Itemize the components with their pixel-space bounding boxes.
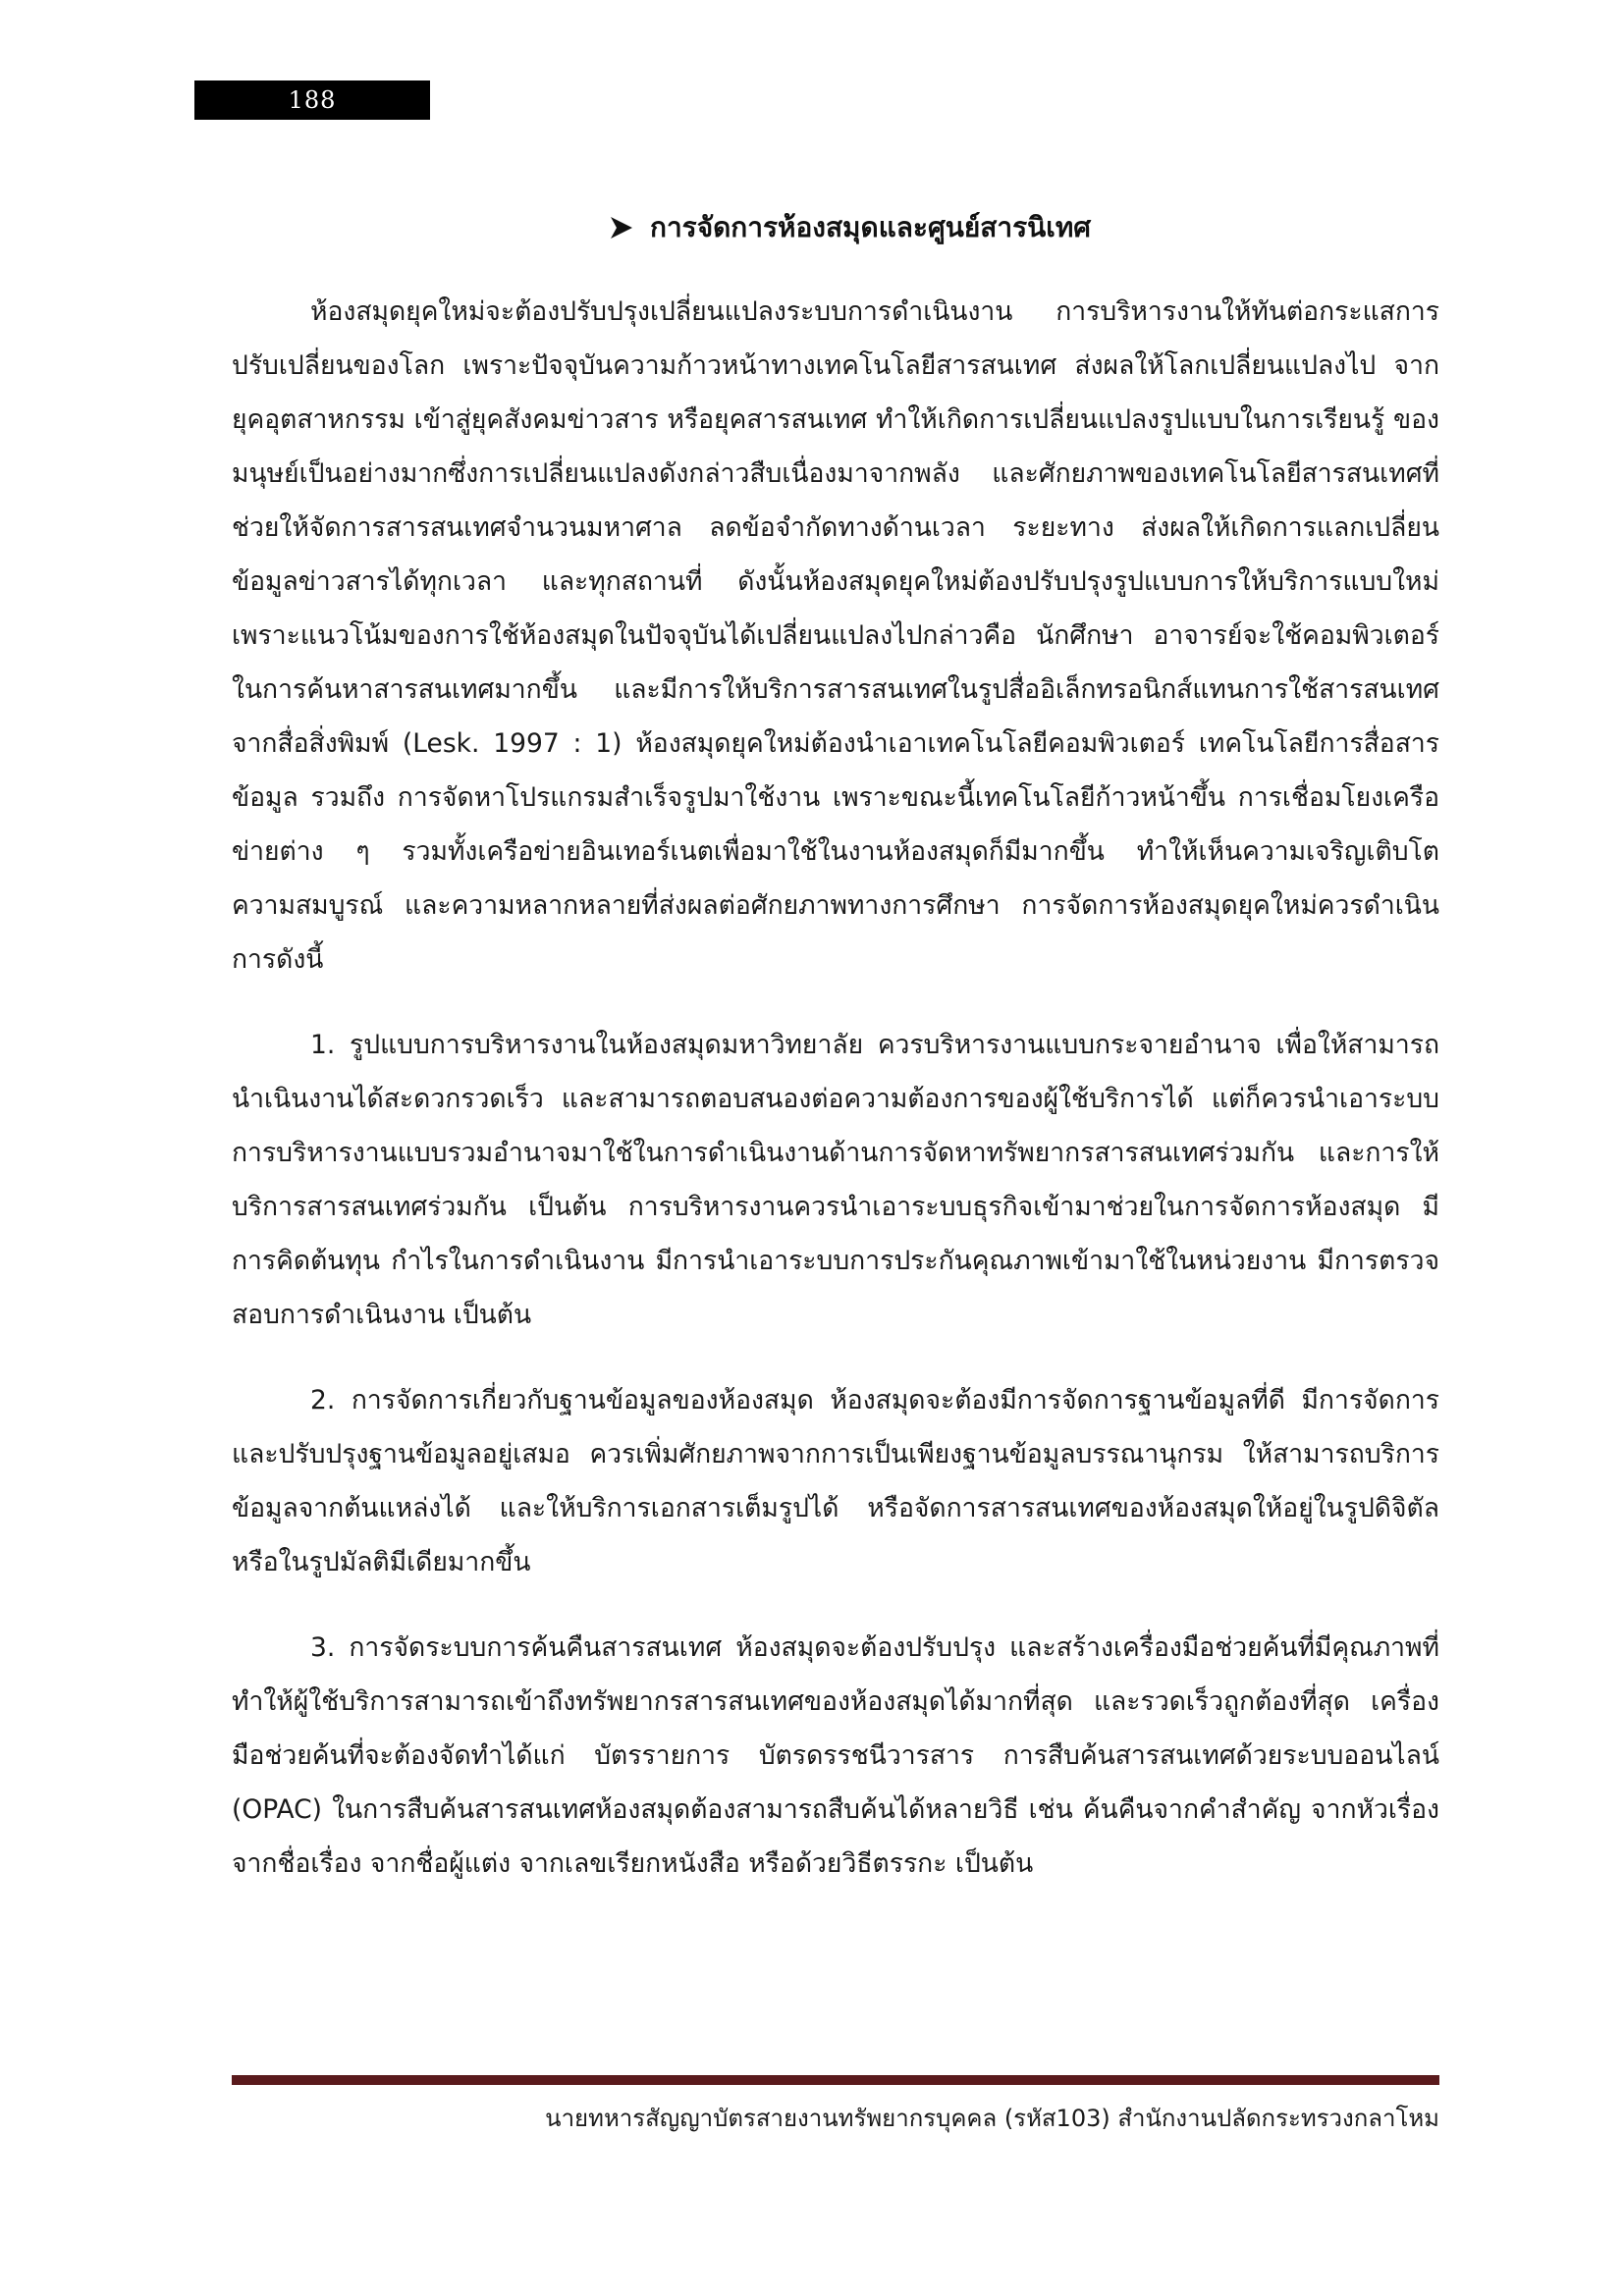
paragraph-item-3: 3. การจัดระบบการค้นคืนสารสนเทศ ห้องสมุดจะต้องปรับปรุง และสร้างเครื่องมือช่วยค้นที่มีคุณภาพที่ทำให้ผู้ใช้บริการสามารถเข้าถึงทรัพยากรสารสนเทศของห้องสมุดได้มากที่สุด และรวดเร็วถูกต้องที่สุด เครื่องมือช่วยค้นที่จะต้องจัดทำได้แก่ บัตรรายการ บัตรดรรชนีวารสาร การสืบค้นสารสนเทศด้วยระบบออนไลน์ (OPAC) ในการสืบค้นสารสนเทศห้องสมุดต้องสามารถสืบค้นได้หลายวิธี เช่น ค้นคืนจากคำสำคัญ จากหัวเรื่อง จากชื่อเรื่อง จากชื่อผู้แต่ง จากเลขเรียกหนังสือ หรือด้วยวิธีตรรกะ เป็นต้น <box>232 1632 1439 1879</box>
arrow-right-icon <box>609 215 634 240</box>
heading-title: การจัดการห้องสมุดและศูนย์สารนิเทศ <box>650 211 1092 243</box>
footer-text: นายทหารสัญญาบัตรสายงานทรัพยากรบุคคล (รหัส103) สำนักงานปลัดกระทรวงกลาโหม <box>545 2105 1439 2132</box>
paragraph-intro: ห้องสมุดยุคใหม่จะต้องปรับปรุงเปลี่ยนแปลงระบบการดำเนินงาน การบริหารงานให้ทันต่อกระแสการปรับเปลี่ยนของโลก เพราะปัจจุบันความก้าวหน้าทางเทคโนโลยีสารสนเทศ ส่งผลให้โลกเปลี่ยนแปลงไป จากยุคอุตสาหกรรม เข้าสู่ยุคสังคมข่าวสาร หรือยุคสารสนเทศ ทำให้เกิดการเปลี่ยนแปลงรูปแบบในการเรียนรู้ ของมนุษย์เป็นอย่างมากซึ่งการเปลี่ยนแปลงดังกล่าวสืบเนื่องมาจากพลัง และศักยภาพของเทคโนโลยีสารสนเทศที่ช่วยให้จัดการสารสนเทศจำนวนมหาศาล ลดข้อจำกัดทางด้านเวลา ระยะทาง ส่งผลให้เกิดการแลกเปลี่ยนข้อมูลข่าวสารได้ทุกเวลา และทุกสถานที่ ดังนั้นห้องสมุดยุคใหม่ต้องปรับปรุงรูปแบบการให้บริการแบบใหม่เพราะแนวโน้มของการใช้ห้องสมุดในปัจจุบันได้เปลี่ยนแปลงไปกล่าวคือ นักศึกษา อาจารย์จะใช้คอมพิวเตอร์ในการค้นหาสารสนเทศมากขึ้น และมีการให้บริการสารสนเทศในรูปสื่ออิเล็กทรอนิกส์แทนการใช้สารสนเทศจากสื่อสิ่งพิมพ์ (Lesk. 1997 : 1) ห้องสมุดยุคใหม่ต้องนำเอาเทคโนโลยีคอมพิวเตอร์ เทคโนโลยีการสื่อสารข้อมูล รวมถึง การจัดหาโปรแกรมสำเร็จรูปมาใช้งาน เพราะขณะนี้เทคโนโลยีก้าวหน้าขึ้น การเชื่อมโยงเครือข่ายต่าง ๆ รวมทั้งเครือข่ายอินเทอร์เนตเพื่อมาใช้ในงานห้องสมุดก็มีมากขึ้น ทำให้เห็นความเจริญเติบโต ความสมบูรณ์ และความหลากหลายที่ส่งผลต่อศักยภาพทางการศึกษา การจัดการห้องสมุดยุคใหม่ควรดำเนินการดังนี้ <box>232 296 1439 975</box>
footer-divider <box>232 2075 1439 2085</box>
section-heading <box>609 206 1091 249</box>
page-number: 188 <box>288 86 337 114</box>
paragraph-item-1: 1. รูปแบบการบริหารงานในห้องสมุดมหาวิทยาลัย ควรบริหารงานแบบกระจายอำนาจ เพื่อให้สามารถนำเนินงานได้สะดวกรวดเร็ว และสามารถตอบสนองต่อความต้องการของผู้ใช้บริการได้ แต่ก็ควรนำเอาระบบการบริหารงานแบบรวมอำนาจมาใช้ในการดำเนินงานด้านการจัดหาทรัพยากรสารสนเทศร่วมกัน และการให้บริการสารสนเทศร่วมกัน เป็นต้น การบริหารงานควรนำเอาระบบธุรกิจเข้ามาช่วยในการจัดการห้องสมุด มีการคิดต้นทุน กำไรในการดำเนินงาน มีการนำเอาระบบการประกันคุณภาพเข้ามาใช้ในหน่วยงาน มีการตรวจสอบการดำเนินงาน เป็นต้น <box>232 1030 1439 1330</box>
paragraph-item-2: 2. การจัดการเกี่ยวกับฐานข้อมูลของห้องสมุด ห้องสมุดจะต้องมีการจัดการฐานข้อมูลที่ดี มีการจัดการ และปรับปรุงฐานข้อมูลอยู่เสมอ ควรเพิ่มศักยภาพจากการเป็นเพียงฐานข้อมูลบรรณานุกรม ให้สามารถบริการข้อมูลจากต้นแหล่งได้ และให้บริการเอกสารเต็มรูปได้ หรือจัดการสารสนเทศของห้องสมุดให้อยู่ในรูปดิจิตัล หรือในรูปมัลติมีเดียมากขึ้น <box>232 1385 1439 1577</box>
body-content <box>232 285 1439 1891</box>
page-number-bar <box>194 80 430 120</box>
